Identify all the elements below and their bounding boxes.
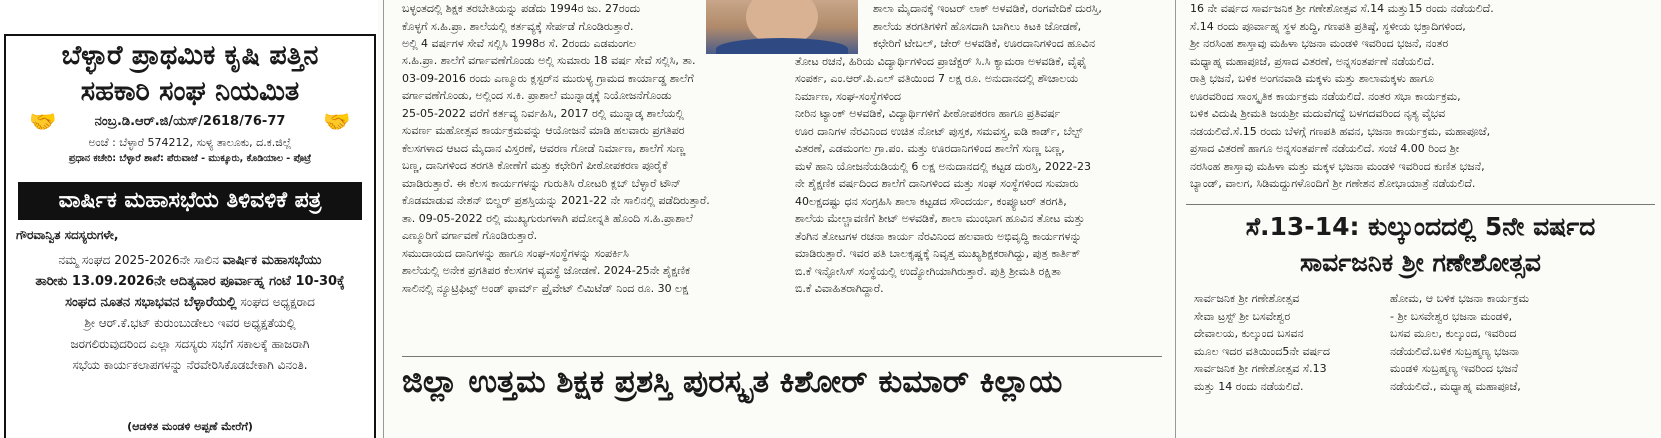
column-divider xyxy=(383,0,384,438)
article-line: ಸೆ.14 ರಂದು ಪೂರ್ವಾಹ್ನ ಸ್ಥಳ ಶುದ್ಧಿ, ಗಣಪತಿ ಪ್ರತಿಷ್ಠೆ, ಸ್ಥಳೀಯ ಭಕ್ತಾದಿಗಳಿಂದ, xyxy=(1190,19,1466,33)
article-line: ಮತ್ತು 14 ರಂದು ನಡೆಯಲಿದೆ. xyxy=(1194,379,1304,393)
article-line: 40ಲಕ್ಷದಷ್ಟು ಧನ ಸಂಗ್ರಹಿಸಿ ಶಾಲಾ ಕಟ್ಟಡದ ಸೌಂದರ್ಯ, ಕಂಪ್ಯೂಟರ್ ತರಗತಿ, xyxy=(795,194,1067,208)
ad-body-line3-tail: ಸಂಘದ ಅಧ್ಯಕ್ಷರಾದ xyxy=(236,295,315,309)
ad-body xyxy=(16,250,364,376)
column-divider xyxy=(1175,0,1176,438)
headline-rule xyxy=(402,356,1162,357)
ad-signature: (ಆಡಳಿತ ಮಂಡಳಿ ಅಪ್ಪಣೆ ಮೇರೆಗೆ) xyxy=(127,420,253,433)
article-line: ಶಾಲೆಯ ಮೇಲ್ಚಾವಣಿಗೆ ಶೀಟ್ ಅಳವಡಿಕೆ, ಶಾಲಾ ಮುಂಭಾಗ ಹೂವಿನ ತೋಟ ಮತ್ತು xyxy=(795,212,1085,225)
article-line: ಸುವರ್ಣ ಮಹೋತ್ಸವ ಕಾರ್ಯಕ್ರಮವನ್ನು ಆಯೋಜನೆ ಮಾಡಿ ಹಲವಾರು ಪ್ರಗತಿಪರ xyxy=(402,124,685,137)
article-line: ವರ್ಗಾವಣೆಗೊಂಡು, ಅಲ್ಲಿಂದ ಸ.ಕಿ. ಪ್ರಾಶಾಲೆ ಮುನ್ನಾಡ್ಕಕ್ಕೆ ನಿಯೋಜನೆಗೊಂಡು xyxy=(402,89,672,102)
ganeshotsava-column xyxy=(1180,0,1661,438)
article-col2 xyxy=(795,0,1157,298)
kulkunda-article-col2 xyxy=(1390,290,1655,395)
ad-address: ಅಂಚೆ : ಬೆಳ್ಳಾರೆ 574212, ಸುಳ್ಯ ತಾಲೂಕು, ದ.ಕ.ಜಿಲ್ಲೆ xyxy=(88,136,292,149)
ad-body-line6: ಸಭೆಯ ಕಾರ್ಯಕಲಾಪಗಳನ್ನು ನೆರವೇರಿಸಿಕೊಡಬೇಕಾಗಿ ವಿನಂತಿ. xyxy=(72,358,308,372)
article-line: ಮಧ್ಯಾಹ್ನ ಮಹಾಪೂಜೆ, ಪ್ರಸಾದ ವಿತರಣೆ, ಅನ್ನಸಂತರ್ಪಣೆ ನಡೆಯಲಿದೆ. xyxy=(1190,54,1435,68)
article-line: ಊರ ದಾನಿಗಳ ನೆರವಿನಿಂದ ಉಚಿತ ನೋಟ್ ಪುಸ್ತಕ, ಸಮವಸ್ತ್ರ, ಐಡಿ ಕಾರ್ಡ್, ಬೆಲ್ಟ್ xyxy=(795,124,1083,138)
article-col1-top xyxy=(402,0,692,53)
article-line: ಊರವರಿಂದ ಸಾಂಸ್ಕೃತಿಕ ಕಾರ್ಯಕ್ರಮ ನಡೆಯಲಿದೆ. ನಂತರ ಸಭಾ ಕಾರ್ಯಕ್ರಮ, xyxy=(1190,89,1461,103)
article-line: ಬಿ.ಕೆ ಇನ್ಫೋಸಿಸ್ ಸಂಸ್ಥೆಯಲ್ಲಿ ಉದ್ಯೋಗಿಯಾಗಿರುತ್ತಾರೆ. ಪುತ್ರಿ ಶ್ರೀಮತಿ ರಕ್ಷಿತಾ xyxy=(795,264,1061,278)
ad-offices: ಪ್ರಧಾನ ಕಚೇರಿ: ಬೆಳ್ಳಾರೆ ಶಾಖೆ: ಪೆರುವಾಜೆ - ಮುಕ್ಕೂರು, ಕೊಡಿಯಾಲ - ಪೊಟ್ರೆ xyxy=(68,153,312,164)
article-line: ವಿತರಣೆ, ಎಡಮಂಗಲ ಗ್ರಾ.ಪಂ. ಮತ್ತು ಊರದಾನಿಗಳಿಂದ ಶಾಲೆಗೆ ಸುಣ್ಣ ಬಣ್ಣ, xyxy=(795,142,1065,155)
ad-body-line1: ನಮ್ಮ ಸಂಘದ 2025-2026ನೇ ಸಾಲಿನ xyxy=(58,253,223,267)
article-line: ಸಂಪರ್ಕ, ಎಂ.ಆರ್.ಪಿ.ಎಲ್ ವತಿಯಿಂದ 7 ಲಕ್ಷ ರೂ. ಅನುದಾನದಲ್ಲಿ ಶೌಚಾಲಯ xyxy=(795,72,1079,85)
ganeshotsava-top-article xyxy=(1190,0,1655,193)
article-line: ಸ.ಹಿ.ಪ್ರಾ. ಶಾಲೆಗೆ ವರ್ಗಾವಣೆಗೊಂಡು ಅಲ್ಲಿ ಸುಮಾರು 18 ವರ್ಷ ಸೇವೆ ಸಲ್ಲಿಸಿ, ತಾ. xyxy=(402,54,696,67)
article-line: ಬಸವ ಮೂಲ, ಕುಲ್ಕುಂದ, ಇವರಿಂದ xyxy=(1390,327,1517,340)
article-line: ಶಾಲೆಯಲ್ಲಿ ಅನೇಕ ಪ್ರಗತಿಪರ ಕೆಲಸಗಳ ವ್ಯವಸ್ಥೆ ಜೋಡಣೆ. 2024-25ನೇ ಶೈಕ್ಷಣಿಕ xyxy=(402,264,691,277)
article-line: ಸಾಲಿನಲ್ಲಿ ನ್ಯೂಟ್ರಿಫಿಟ್ಸ್ ಅಂಡ್ ಫಾರ್ಮ್ ಪ್ರೈವೇಟ್ ಲಿಮಿಟೆಡ್ ನಿಂದ ರೂ. 30 ಲಕ್ಷ xyxy=(402,281,689,295)
article-line: ಬಳ್ಳಂತದಲ್ಲಿ ಶಿಕ್ಷಕ ತರಬೇತಿಯನ್ನು ಪಡೆದು 1994ರ ಜು. 27ರಂದು xyxy=(402,2,641,15)
article-line: ಶ್ರೀ ನರಸಿಂಹ ಶಾಸ್ತಾವು ಮಹಿಳಾ ಭಜನಾ ಮಂಡಳಿ ಇವರಿಂದ ಭಜನೆ, ನಂತರ xyxy=(1190,37,1449,50)
kulkunda-headline-line1: ಸೆ.13-14: ಕುಲ್ಕುಂದದಲ್ಲಿ 5ನೇ ವರ್ಷದ xyxy=(1245,212,1596,241)
article-line: ನೀರಿನ ಟ್ಯಾಂಕ್ ಅಳವಡಿಕೆ, ವಿದ್ಯಾರ್ಥಿಗಳಿಗೆ ಪೀಠೋಪಕರಣ ಹಾಗೂ ಪ್ರತಿವರ್ಷ xyxy=(795,107,1061,120)
article-line: ನೇ ಶೈಕ್ಷಣಿಕ ವರ್ಷದಿಂದ ಶಾಲೆಗೆ ದಾನಿಗಳಿಂದ ಮತ್ತು ಸಂಘ ಸಂಸ್ಥೆಗಳಿಂದ ಸುಮಾರು xyxy=(795,177,1079,190)
article-line: ಮೂಲ ಇದರ ವತಿಯಿಂದ5ನೇ ವರ್ಷದ xyxy=(1194,344,1330,358)
article-line: ತೆಂಗಿನ ತೋಟಗಳ ರಚನಾ ಕಾರ್ಯ ನೆರವಿನಿಂದ ಹಲವಾರು ಅಭಿವೃದ್ಧಿ ಕಾರ್ಯಗಳನ್ನು xyxy=(795,229,1082,243)
article-line: ತೋಟ ರಚನೆ, ಹಿರಿಯ ವಿದ್ಯಾರ್ಥಿಗಳಿಂದ ಪ್ರಾಜೆಕ್ಟರ್ ಸಿ.ಸಿ ಕ್ಯಾಮರಾ ಅಳವಡಿಕೆ, ವೈಫೈ xyxy=(795,54,1087,68)
article-line: ದೇವಾಲಯ, ಕುಲ್ಕುಂದ ಬಸವನ xyxy=(1194,327,1304,340)
article-line: ಬಳಿಕ ವಿದುಷಿ ಶ್ರೀಮತಿ ಜಯಶ್ರೀ ಮದುವೆಗದ್ದೆ ಬಳಗದವರಿಂದ ನೃತ್ಯ ವೈಭವ xyxy=(1190,107,1446,120)
article-line: ಕೊಳ್ಳಗೆ ಸ.ಹಿ.ಪ್ರಾ. ಶಾಲೆಯಲ್ಲಿ ಕರ್ತವ್ಯಕ್ಕೆ ಸೇರ್ಪಡೆ ಗೊಂಡಿರುತ್ತಾರೆ. xyxy=(402,19,634,33)
article-line: ಮಾಡಿರುತ್ತಾರೆ. ಈ ಕೆಲಸ ಕಾರ್ಯಗಳನ್ನು ಗುರುತಿಸಿ ರೋಟರಿ ಕ್ಲಬ್ ಬೆಳ್ಳಾರೆ ಟೌನ್ xyxy=(402,176,681,190)
article-line: ಕೊಡಮಾಡುವ ನೇಶನ್ ಬಿಲ್ಡರ್ ಪ್ರಶಸ್ತಿಯನ್ನು 2021-22 ನೇ ಸಾಲಿನಲ್ಲಿ ಪಡೆದಿರುತ್ತಾರೆ. xyxy=(402,194,710,207)
article-line: ನಡೆಯಲಿದೆ.ಬಳಿಕ ಸುಬ್ರಹ್ಮಣ್ಯ ಭಜನಾ xyxy=(1390,344,1520,358)
article-line: ಮಾಡಿರುತ್ತಾರೆ. ಇವರ ಪತಿ ಬಾಲಕೃಷ್ಣಕ್ಕೆ ನಿವೃತ್ತ ಮುಖ್ಯಶಿಕ್ಷಕರಾಗಿದ್ದು, ಪುತ್ರ ಕಾರ್ತಿಕ್ xyxy=(795,247,1081,260)
ad-body-line1-bold: ವಾರ್ಷಿಕ ಮಹಾಸಭೆಯು xyxy=(222,253,322,268)
article-line: - ಶ್ರೀ ಬಸವೇಶ್ವರ ಭಜನಾ ಮಂಡಳಿ, xyxy=(1390,309,1513,323)
article-line: ಸಮುದಾಯದ ದಾನಿಗಳನ್ನು ಹಾಗೂ ಸಂಘ-ಸಂಸ್ಥೆಗಳನ್ನು ಸಂಪರ್ಕಿಸಿ xyxy=(402,246,629,260)
ad-org-name-line1: ಬೆಳ್ಳಾರೆ ಪ್ರಾಥಮಿಕ ಕೃಷಿ ಪತ್ತಿನ xyxy=(61,40,319,71)
article-line: ಅಲ್ಲಿ 4 ವರ್ಷಗಳ ಸೇವೆ ಸಲ್ಲಿಸಿ 1998ರ ಸೆ. 2ರಂದು ಎಡಮಂಗಲ xyxy=(402,37,637,50)
ad-banner: ವಾರ್ಷಿಕ ಮಹಾಸಭೆಯ ತಿಳಿವಳಿಕೆ ಪತ್ರ xyxy=(18,182,362,220)
article-line: ಬ್ಯಾಂಡ್, ವಾಲಗ, ಸಿಡಿಮದ್ದುಗಳೊಂದಿಗೆ ಶ್ರೀ ಗಣೇಶನ ಶೋಭಾಯಾತ್ರೆ ನಡೆಯಲಿದೆ. xyxy=(1190,177,1476,190)
handshake-left-icon: 🤝 xyxy=(29,110,57,135)
ad-registration-number: ನಂಬ್ರ.ಡಿ.ಆರ್.ಜಿ/ಯಸ್/2618/76-77 xyxy=(94,114,286,129)
ad-body-line5: ಜರಗಲಿರುವುದರಿಂದ ಎಲ್ಲಾ ಸದಸ್ಯರು ಸಭೆಗೆ ಸಕಾಲಕ್ಕೆ ಹಾಜರಾಗಿ xyxy=(70,337,310,351)
article-line: 03-09-2016 ರಂದು ಎಣ್ಮೂರು ಕ್ಲಸ್ಟರ್‌ನ ಮುರುಳ್ಯ ಗ್ರಾಮದ ಕಾರ್ಯಾಡ್ಡ ಶಾಲೆಗೆ xyxy=(402,71,694,85)
article-line: ಸಾರ್ವಜನಿಕ ಶ್ರೀ ಗಣೇಶೋತ್ಸವ ಸೆ.13 xyxy=(1194,362,1327,375)
teacher-article xyxy=(390,0,1170,438)
section-rule xyxy=(1186,204,1655,205)
article-line: ಪ್ರಸಾದ ವಿತರಣೆ ಹಾಗೂ ಅನ್ನಸಂತರ್ಪಣೆ ನಡೆಯಲಿದೆ. ಸಂಜೆ 4.00 ರಿಂದ ಶ್ರೀ xyxy=(1190,142,1460,155)
article-line: ನಿರ್ಮಾಣ, ಸಂಘ-ಸಂಸ್ಥೆಗಳಿಂದ xyxy=(795,89,901,103)
article-line: ನಡೆಯಲಿದೆ., ಮಧ್ಯಾಹ್ನ ಮಹಾಪೂಜೆ, xyxy=(1390,379,1521,393)
article-line: ಕಛೇರಿಗೆ ಟೇಬಲ್, ಚೇರ್ ಅಳವಡಿಕೆ, ಊರದಾನಿಗಳಿಂದ ಹೂವಿನ xyxy=(873,37,1096,50)
article-line: ನರಸಿಂಹ ಶಾಸ್ತಾವು ಮಹಿಳಾ ಮತ್ತು ಮಕ್ಕಳ ಭಜನಾ ಮಂಡಳಿ ಇವರಿಂದ ಕುಣಿತ ಭಜನೆ, xyxy=(1190,159,1485,173)
article-line: ತಾ. 09-05-2022 ರಲ್ಲಿ ಮುಖ್ಯಗುರುಗಳಾಗಿ ಪದೋನ್ನತಿ ಹೊಂದಿ ಸ.ಹಿ.ಪ್ರಾಶಾಲೆ xyxy=(402,211,693,225)
ad-org-name-line2: ಸಹಕಾರಿ ಸಂಘ ನಿಯಮಿತ xyxy=(80,76,300,107)
advertisement-column xyxy=(0,0,378,438)
handshake-right-icon: 🤝 xyxy=(323,110,351,135)
article-headline: ಜಿಲ್ಲಾ ಉತ್ತಮ ಶಿಕ್ಷಕ ಪ್ರಶಸ್ತಿ ಪುರಸ್ಕೃತ ಕಿಶೋರ್ ಕುಮಾರ್ ಕಿಲ್ಲಾಯ xyxy=(402,364,1063,400)
article-line: ಕೆಲಸಗಳಾದ ಆಟದ ಮೈದಾನ ವಿಸ್ತರಣೆ, ಆವರಣ ಗೋಡೆ ನಿರ್ಮಾಣ, ಶಾಲೆಗೆ ಸುಣ್ಣ xyxy=(402,141,686,155)
kulkunda-article-col1 xyxy=(1194,290,1384,395)
article-line: ಬಿ.ಕೆ ವಿವಾಹಿತರಾಗಿದ್ದಾರೆ. xyxy=(795,282,884,295)
article-line: ಶಾಲೆಯ ತರಗತಿಗಳಿಗೆ ಹೊಸದಾಗಿ ಬಾಗಿಲು ಕಿಟಕಿ ಜೋಡಣೆ, xyxy=(873,19,1082,33)
article-line: ಶಾಲಾ ಮೈದಾನಕ್ಕೆ ಇಂಟರ್ ಲಾಕ್ ಅಳವಡಿಕೆ, ರಂಗವೇದಿಕೆ ದುರಸ್ತಿ, xyxy=(873,2,1102,15)
article-line: ಮಳೆ ಹಾನಿ ಯೋಜನೆಯಡಿಯಲ್ಲಿ 6 ಲಕ್ಷ ಅನುದಾನದಲ್ಲಿ ಕಟ್ಟಡ ದುರಸ್ತಿ, 2022-23 xyxy=(795,159,1091,173)
article-line: ಸಾರ್ವಜನಿಕ ಶ್ರೀ ಗಣೇಶೋತ್ಸವ xyxy=(1194,292,1300,305)
article-line: ಮಂಡಳಿ ಸುಬ್ರಹ್ಮಣ್ಯ ಇವರಿಂದ ಭಜನೆ xyxy=(1390,362,1518,375)
notice-advertisement xyxy=(4,34,376,438)
article-line: ಹೋಮ, ಆ ಬಳಿಕ ಭಜನಾ ಕಾರ್ಯಕ್ರಮ xyxy=(1390,292,1529,305)
ad-greeting: ಗೌರವಾನ್ವಿತ ಸದಸ್ಯರುಗಳೇ, xyxy=(16,228,119,242)
ad-body-line4: ಶ್ರೀ ಆರ್.ಕೆ.ಭಟ್ ಕುರುಂಬುಡೇಲು ಇವರ ಅಧ್ಯಕ್ಷತೆಯಲ್ಲಿ xyxy=(84,316,296,330)
article-line: ಎಣ್ಮೂರಿಗೆ ವರ್ಗಾವಣೆ ಗೊಂಡಿರುತ್ತಾರೆ. xyxy=(402,229,538,242)
kulkunda-headline-line2: ಸಾರ್ವಜನಿಕ ಶ್ರೀ ಗಣೇಶೋತ್ಸವ xyxy=(1300,248,1541,277)
ad-body-line3: ಸಂಘದ ನೂತನ ಸಭಾಭವನ ಬೆಳ್ಳಾರೆಯಲ್ಲಿ xyxy=(65,295,237,310)
article-line: 16 ನೇ ವರ್ಷದ ಸಾರ್ವಜನಿಕ ಶ್ರೀ ಗಣೇಶೋತ್ಸವ ಸೆ.14 ಮತ್ತು15 ರಂದು ನಡೆಯಲಿದೆ. xyxy=(1190,2,1494,15)
article-line: ರಾತ್ರಿ ಭಜನೆ, ಬಳಿಕ ಅಂಗನವಾಡಿ ಮಕ್ಕಳು ಮತ್ತು ಶಾಲಾಮಕ್ಕಳು ಹಾಗೂ xyxy=(1190,72,1434,85)
article-line: 25-05-2022 ವರೆಗೆ ಕರ್ತವ್ಯ ನಿರ್ವಹಿಸಿ, 2017 ರಲ್ಲಿ ಮುನ್ನಾಡ್ಕ ಶಾಲೆಯಲ್ಲಿ xyxy=(402,106,684,120)
article-line: ಬಣ್ಣ, ದಾನಿಗಳಿಂದ ತರಗತಿ ಕೋಣೆಗೆ ಮತ್ತು ಕಛೇರಿಗೆ ಪೀಠೋಪಕರಣ ಪೂರೈಕೆ xyxy=(402,159,668,172)
ad-body-line2: ತಾರೀಕು 13.09.2026ನೇ ಆದಿತ್ಯವಾರ ಪೂರ್ವಾಹ್ನ ಗಂಟೆ 10-30ಕ್ಕೆ xyxy=(35,274,345,289)
article-col1 xyxy=(402,52,775,297)
article-line: ನಡಯಲಿದೆ.ಸೆ.15 ರಂದು ಬೆಳಗ್ಗೆ ಗಣಪತಿ ಹವನ, ಭಜನಾ ಕಾರ್ಯಕ್ರಮ, ಮಹಾಪೂಜೆ, xyxy=(1190,124,1491,138)
article-line: ಸೇವಾ ಟ್ರಸ್ಟ್ ಶ್ರೀ ಬಸವೇಶ್ವರ xyxy=(1194,309,1291,323)
